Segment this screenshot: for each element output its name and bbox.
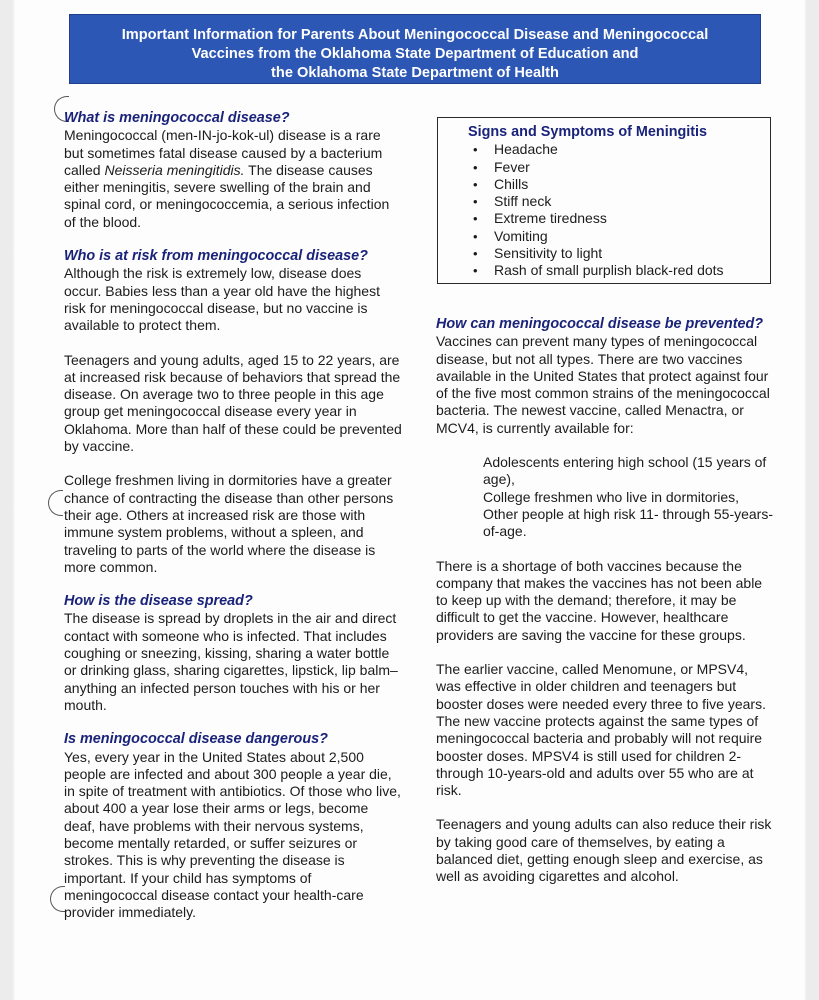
section-text-prevention-2: There is a shortage of both vaccines because the company that makes the vaccines has not been able to keep up with the demand; therefore, it may be difficult to get the vaccine. However, healthcare providers are saving the vaccine for these groups. bbox=[436, 557, 763, 643]
section-heading-dangerous: Is meningococcal disease dangerous? bbox=[64, 731, 328, 748]
right-column bbox=[436, 316, 774, 886]
section-heading-what-is: What is meningococcal disease? bbox=[64, 110, 290, 126]
symptoms-title: Signs and Symptoms of Meningitis bbox=[468, 124, 708, 140]
section-text-who-at-risk-3: College freshmen living in dormitories have a greater chance of contracting the disease than other persons their age. Others at increased risk are those with immune system problems, without a spleen, and traveling to parts of the world where the disease is more common. bbox=[64, 472, 394, 575]
section-text-who-at-risk-2: Teenagers and young adults, aged 15 to 22 years, are at increased risk because of behaviors that spread the disease. On average two to three people in this age group get meningococcal disease every year in Oklahoma. More than half of these could be prevented by vaccine. bbox=[64, 351, 402, 455]
section-heading-who-at-risk: Who is at risk from meningococcal disease? bbox=[64, 248, 368, 265]
vaccine-group-item: Other people at high risk 11- through 55-years-of-age. bbox=[483, 505, 774, 540]
section-text-who-at-risk-1: Although the risk is extremely low, disease does occur. Babies less than a year old have the highest risk for meningococcal disease, but no vaccine is available to protect them. bbox=[64, 265, 380, 334]
punch-hole-mark bbox=[48, 490, 63, 516]
document-page bbox=[12, 0, 807, 1000]
section-text-how-spread: The disease is spread by droplets in the air and direct contact with someone who is infected. That includes coughing or sneezing, kissing, sharing a water bottle or drinking glass, sharing cigarettes, lipstick, lip balm–anything an infected person touches with his or her mouth. bbox=[64, 610, 398, 713]
symptom-item: • Headache bbox=[468, 141, 770, 158]
vaccine-groups bbox=[483, 454, 774, 540]
section-text-prevention-3: The earlier vaccine, called Menomune, or MPSV4, was effective in older children and teenagers but booster doses were needed every three to five years. The new vaccine protects against the same types of meningococcal bacteria and probably will not require booster doses. MPSV4 is still used for children 2- through 10-years-old and adults over 55 who are at risk. bbox=[436, 661, 766, 799]
symptom-item: • Vomiting bbox=[468, 228, 770, 245]
left-column bbox=[64, 110, 402, 921]
symptom-item: • Chills bbox=[468, 176, 770, 193]
section-text-what-is: Meningococcal (men-IN-jo-kok-ul) disease is a rare but sometimes fatal disease caused by a bacterium called Neisseria meningitidis. The disease causes either meningitis, severe swelling of the brain and spinal cord, or meningococcemia, a serious infection of the blood. bbox=[64, 127, 390, 230]
symptoms-list bbox=[468, 141, 770, 279]
punch-hole-mark bbox=[50, 886, 65, 912]
section-text-prevention-1: Vaccines can prevent many types of meningococcal disease, but not all types. There are two vaccines available in the United States that protect against four of the five most common strains of the meningococcal bacteria. The newest vaccine, called Menactra, or MCV4, is currently available for: bbox=[436, 333, 770, 436]
document-title-banner: Important Information for Parents About Meningococcal Disease and Meningococcal Vaccines from the Oklahoma State Department of Education and the Oklahoma State Department of Health bbox=[69, 14, 761, 84]
section-heading-how-spread: How is the disease spread? bbox=[64, 593, 253, 610]
section-text-dangerous: Yes, every year in the United States about 2,500 people are infected and about 300 people a year die, in spite of treatment with antibiotics. Of those who live, about 400 a year lose their arms or legs, become deaf, have problems with their nervous systems, become mentally retarded, or suffer seizures or strokes. This is why preventing the disease is important. If your child has symptoms of meningococcal disease contact your health-care provider immediately. bbox=[64, 748, 401, 921]
symptom-item: • Stiff neck bbox=[468, 193, 770, 210]
symptoms-box bbox=[437, 117, 771, 284]
vaccine-group-item: College freshmen who live in dormitories, bbox=[483, 488, 739, 505]
symptom-item: • Sensitivity to light bbox=[468, 245, 770, 262]
symptom-item: • Extreme tiredness bbox=[468, 210, 770, 227]
section-text-prevention-4: Teenagers and young adults can also reduce their risk by taking good care of themselves, by eating a balanced diet, getting enough sleep and exercise, as well as avoiding cigarettes and alcohol. bbox=[436, 816, 772, 885]
symptom-item: • Fever bbox=[468, 159, 770, 176]
symptom-item: • Rash of small purplish black-red dots bbox=[468, 262, 770, 279]
vaccine-group-item: Adolescents entering high school (15 years of age), bbox=[483, 454, 767, 488]
section-heading-prevention: How can meningococcal disease be prevented? bbox=[436, 316, 764, 332]
